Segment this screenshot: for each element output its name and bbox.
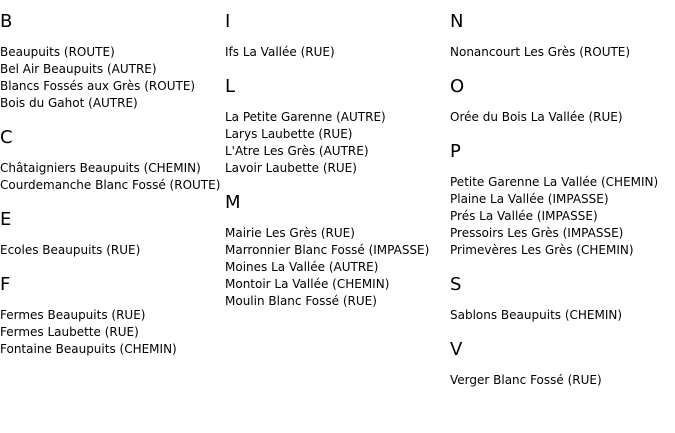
street-link[interactable]: Prés La Vallée (IMPASSE) [450, 209, 598, 223]
street-link[interactable]: La Petite Garenne (AUTRE) [225, 110, 386, 124]
street-list [0, 242, 222, 259]
letter-heading: L [225, 76, 236, 97]
street-link[interactable]: Petite Garenne La Vallée (CHEMIN) [450, 175, 659, 189]
street-list [225, 225, 447, 310]
street-index-column-1 [0, 10, 222, 372]
letter-group-v [450, 338, 672, 389]
street-list [225, 44, 447, 61]
street-link[interactable]: Moines La Vallée (AUTRE) [225, 260, 379, 274]
street-list [0, 160, 222, 194]
letter-heading: F [0, 274, 11, 295]
street-link[interactable]: Ecoles Beaupuits (RUE) [0, 243, 141, 257]
letter-group-s [450, 273, 672, 324]
letter-heading: N [450, 11, 464, 32]
street-list [450, 372, 672, 389]
letter-group-n [450, 10, 672, 61]
letter-group-m [225, 191, 447, 310]
street-link[interactable]: Châtaigniers Beaupuits (CHEMIN) [0, 161, 201, 175]
letter-group-c [0, 126, 222, 194]
street-link[interactable]: Fermes Laubette (RUE) [0, 325, 139, 339]
letter-group-l [225, 75, 447, 177]
street-list [450, 174, 672, 259]
letter-heading: M [225, 192, 241, 213]
letter-group-e [0, 208, 222, 259]
letter-group-f [0, 273, 222, 358]
street-list [450, 109, 672, 126]
street-index-column-3 [450, 10, 672, 403]
letter-group-o [450, 75, 672, 126]
street-list [450, 44, 672, 61]
street-link[interactable]: Larys Laubette (RUE) [225, 127, 353, 141]
street-link[interactable]: Sablons Beaupuits (CHEMIN) [450, 308, 623, 322]
street-link[interactable]: Fontaine Beaupuits (CHEMIN) [0, 342, 177, 356]
street-link[interactable]: Nonancourt Les Grès (ROUTE) [450, 45, 631, 59]
street-link[interactable]: Primevères Les Grès (CHEMIN) [450, 243, 634, 257]
letter-heading: O [450, 76, 465, 97]
street-link[interactable]: Mairie Les Grès (RUE) [225, 226, 355, 240]
letter-heading: P [450, 141, 461, 162]
street-list [0, 44, 222, 112]
street-link[interactable]: L'Atre Les Grès (AUTRE) [225, 144, 369, 158]
street-list [450, 307, 672, 324]
letter-group-b [0, 10, 222, 112]
street-link[interactable]: Orée du Bois La Vallée (RUE) [450, 110, 623, 124]
street-list [0, 307, 222, 358]
letter-group-i [225, 10, 447, 61]
street-link[interactable]: Courdemanche Blanc Fossé (ROUTE) [0, 178, 221, 192]
street-list [225, 109, 447, 177]
letter-heading: V [450, 339, 463, 360]
street-link[interactable]: Beaupuits (ROUTE) [0, 45, 115, 59]
street-link[interactable]: Pressoirs Les Grès (IMPASSE) [450, 226, 624, 240]
street-link[interactable]: Plaine La Vallée (IMPASSE) [450, 192, 609, 206]
letter-group-p [450, 140, 672, 259]
street-link[interactable]: Ifs La Vallée (RUE) [225, 45, 335, 59]
letter-heading: S [450, 274, 462, 295]
street-index-column-2 [225, 10, 447, 324]
letter-heading: B [0, 11, 13, 32]
street-link[interactable]: Moulin Blanc Fossé (RUE) [225, 294, 377, 308]
street-link[interactable]: Fermes Beaupuits (RUE) [0, 308, 146, 322]
street-link[interactable]: Montoir La Vallée (CHEMIN) [225, 277, 390, 291]
street-link[interactable]: Lavoir Laubette (RUE) [225, 161, 357, 175]
street-link[interactable]: Blancs Fossés aux Grès (ROUTE) [0, 79, 196, 93]
letter-heading: I [225, 11, 231, 32]
street-link[interactable]: Marronnier Blanc Fossé (IMPASSE) [225, 243, 430, 257]
letter-heading: E [0, 209, 12, 230]
street-link[interactable]: Bel Air Beaupuits (AUTRE) [0, 62, 157, 76]
street-link[interactable]: Verger Blanc Fossé (RUE) [450, 373, 602, 387]
street-link[interactable]: Bois du Gahot (AUTRE) [0, 96, 138, 110]
letter-heading: C [0, 127, 13, 148]
